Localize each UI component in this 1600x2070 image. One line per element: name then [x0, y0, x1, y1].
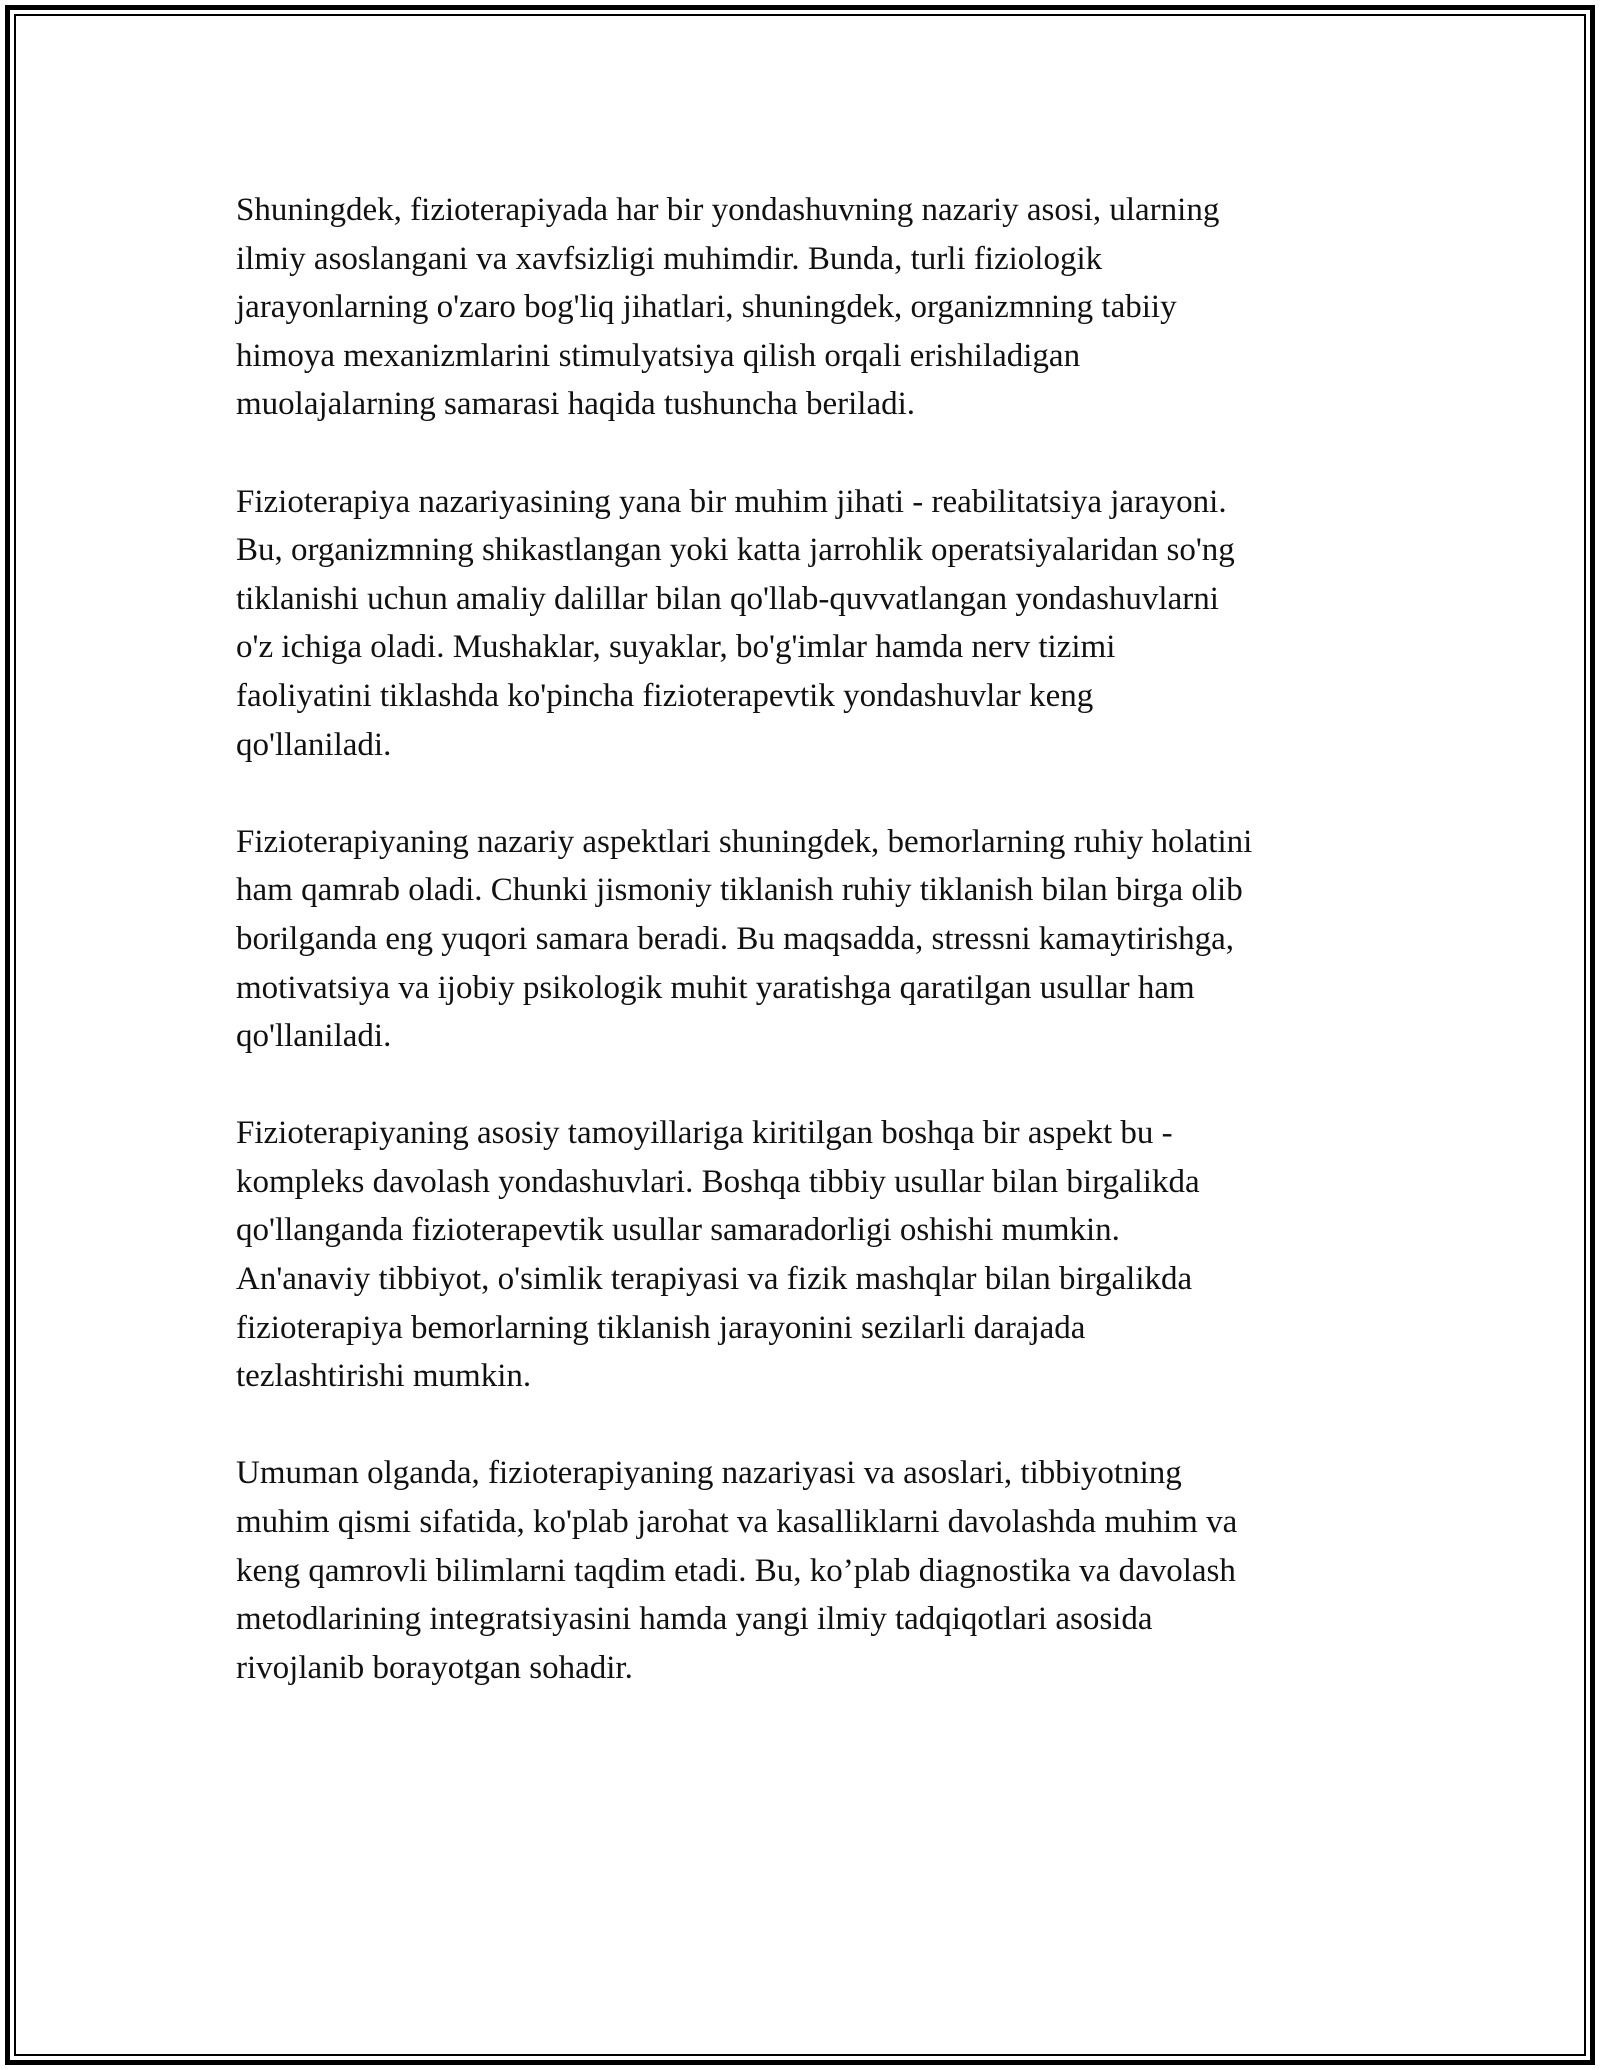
text-line: An'anaviy tibbiyot, o'simlik terapiyasi va fizik mashqlar bilan birgalikda — [236, 1261, 1193, 1298]
paragraph-2 — [236, 478, 1396, 770]
text-line: tezlashtirishi mumkin. — [236, 1358, 532, 1395]
paragraph-3 — [236, 818, 1396, 1061]
text-line: motivatsiya va ijobiy psikologik muhit yaratishga qaratilgan usullar ham — [236, 969, 1195, 1006]
text-line: o'z ichiga oladi. Mushaklar, suyaklar, bo'g'imlar hamda nerv tizimi — [236, 629, 1116, 666]
text-line: tiklanishi uchun amaliy dalillar bilan qo'llab-quvvatlangan yondashuvlarni — [236, 580, 1219, 617]
paragraph-1 — [236, 186, 1396, 429]
text-line: jarayonlarning o'zaro bog'liq jihatlari, shuningdek, organizmning tabiiy — [236, 289, 1177, 326]
text-line: metodlarining integratsiyasini hamda yangi ilmiy tadqiqotlari asosida — [236, 1601, 1153, 1638]
text-line: keng qamrovli bilimlarni taqdim etadi. Bu, ko’plab diagnostika va davolash — [236, 1552, 1236, 1589]
text-line: Bu, organizmning shikastlangan yoki katta jarrohlik operatsiyalaridan so'ng — [236, 532, 1235, 569]
text-line: faoliyatini tiklashda ko'pincha fizioterapevtik yondashuvlar keng — [236, 677, 1094, 714]
text-line: Fizioterapiyaning nazariy aspektlari shuningdek, bemorlarning ruhiy holatini — [236, 823, 1253, 860]
text-line: rivojlanib borayotgan sohadir. — [236, 1649, 633, 1686]
text-line: qo'llaniladi. — [236, 1018, 392, 1055]
text-line: kompleks davolash yondashuvlari. Boshqa tibbiy usullar bilan birgalikda — [236, 1163, 1200, 1200]
text-line: muhim qismi sifatida, ko'plab jarohat va kasalliklarni davolashda muhim va — [236, 1504, 1238, 1541]
text-line: ham qamrab oladi. Chunki jismoniy tiklanish ruhiy tiklanish bilan birga olib — [236, 872, 1243, 909]
text-line: Fizioterapiyaning asosiy tamoyillariga kiritilgan boshqa bir aspekt bu - — [236, 1115, 1173, 1152]
text-line: muolajalarning samarasi haqida tushuncha beriladi. — [236, 386, 916, 423]
paragraph-5 — [236, 1449, 1396, 1692]
text-line: Fizioterapiya nazariyasining yana bir muhim jihati - reabilitatsiya jarayoni. — [236, 483, 1227, 520]
text-line: Shuningdek, fizioterapiyada har bir yondashuvning nazariy asosi, ularning — [236, 192, 1220, 228]
paragraph-4 — [236, 1109, 1396, 1401]
text-line: fizioterapiya bemorlarning tiklanish jarayonini sezilarli darajada — [236, 1309, 1086, 1346]
text-line: qo'llanganda fizioterapevtik usullar samaradorligi oshishi mumkin. — [236, 1212, 1120, 1249]
text-line: qo'llaniladi. — [236, 726, 392, 763]
text-line: borilganda eng yuqori samara beradi. Bu maqsadda, stressni kamaytirishga, — [236, 920, 1234, 957]
text-line: himoya mexanizmlarini stimulyatsiya qilish orqali erishiladigan — [236, 337, 1081, 374]
text-line: ilmiy asoslangani va xavfsizligi muhimdir. Bunda, turli fiziologik — [236, 240, 1103, 277]
document-body — [236, 186, 1396, 1741]
text-line: Umuman olganda, fizioterapiyaning nazariyasi va asoslari, tibbiyotning — [236, 1455, 1182, 1492]
